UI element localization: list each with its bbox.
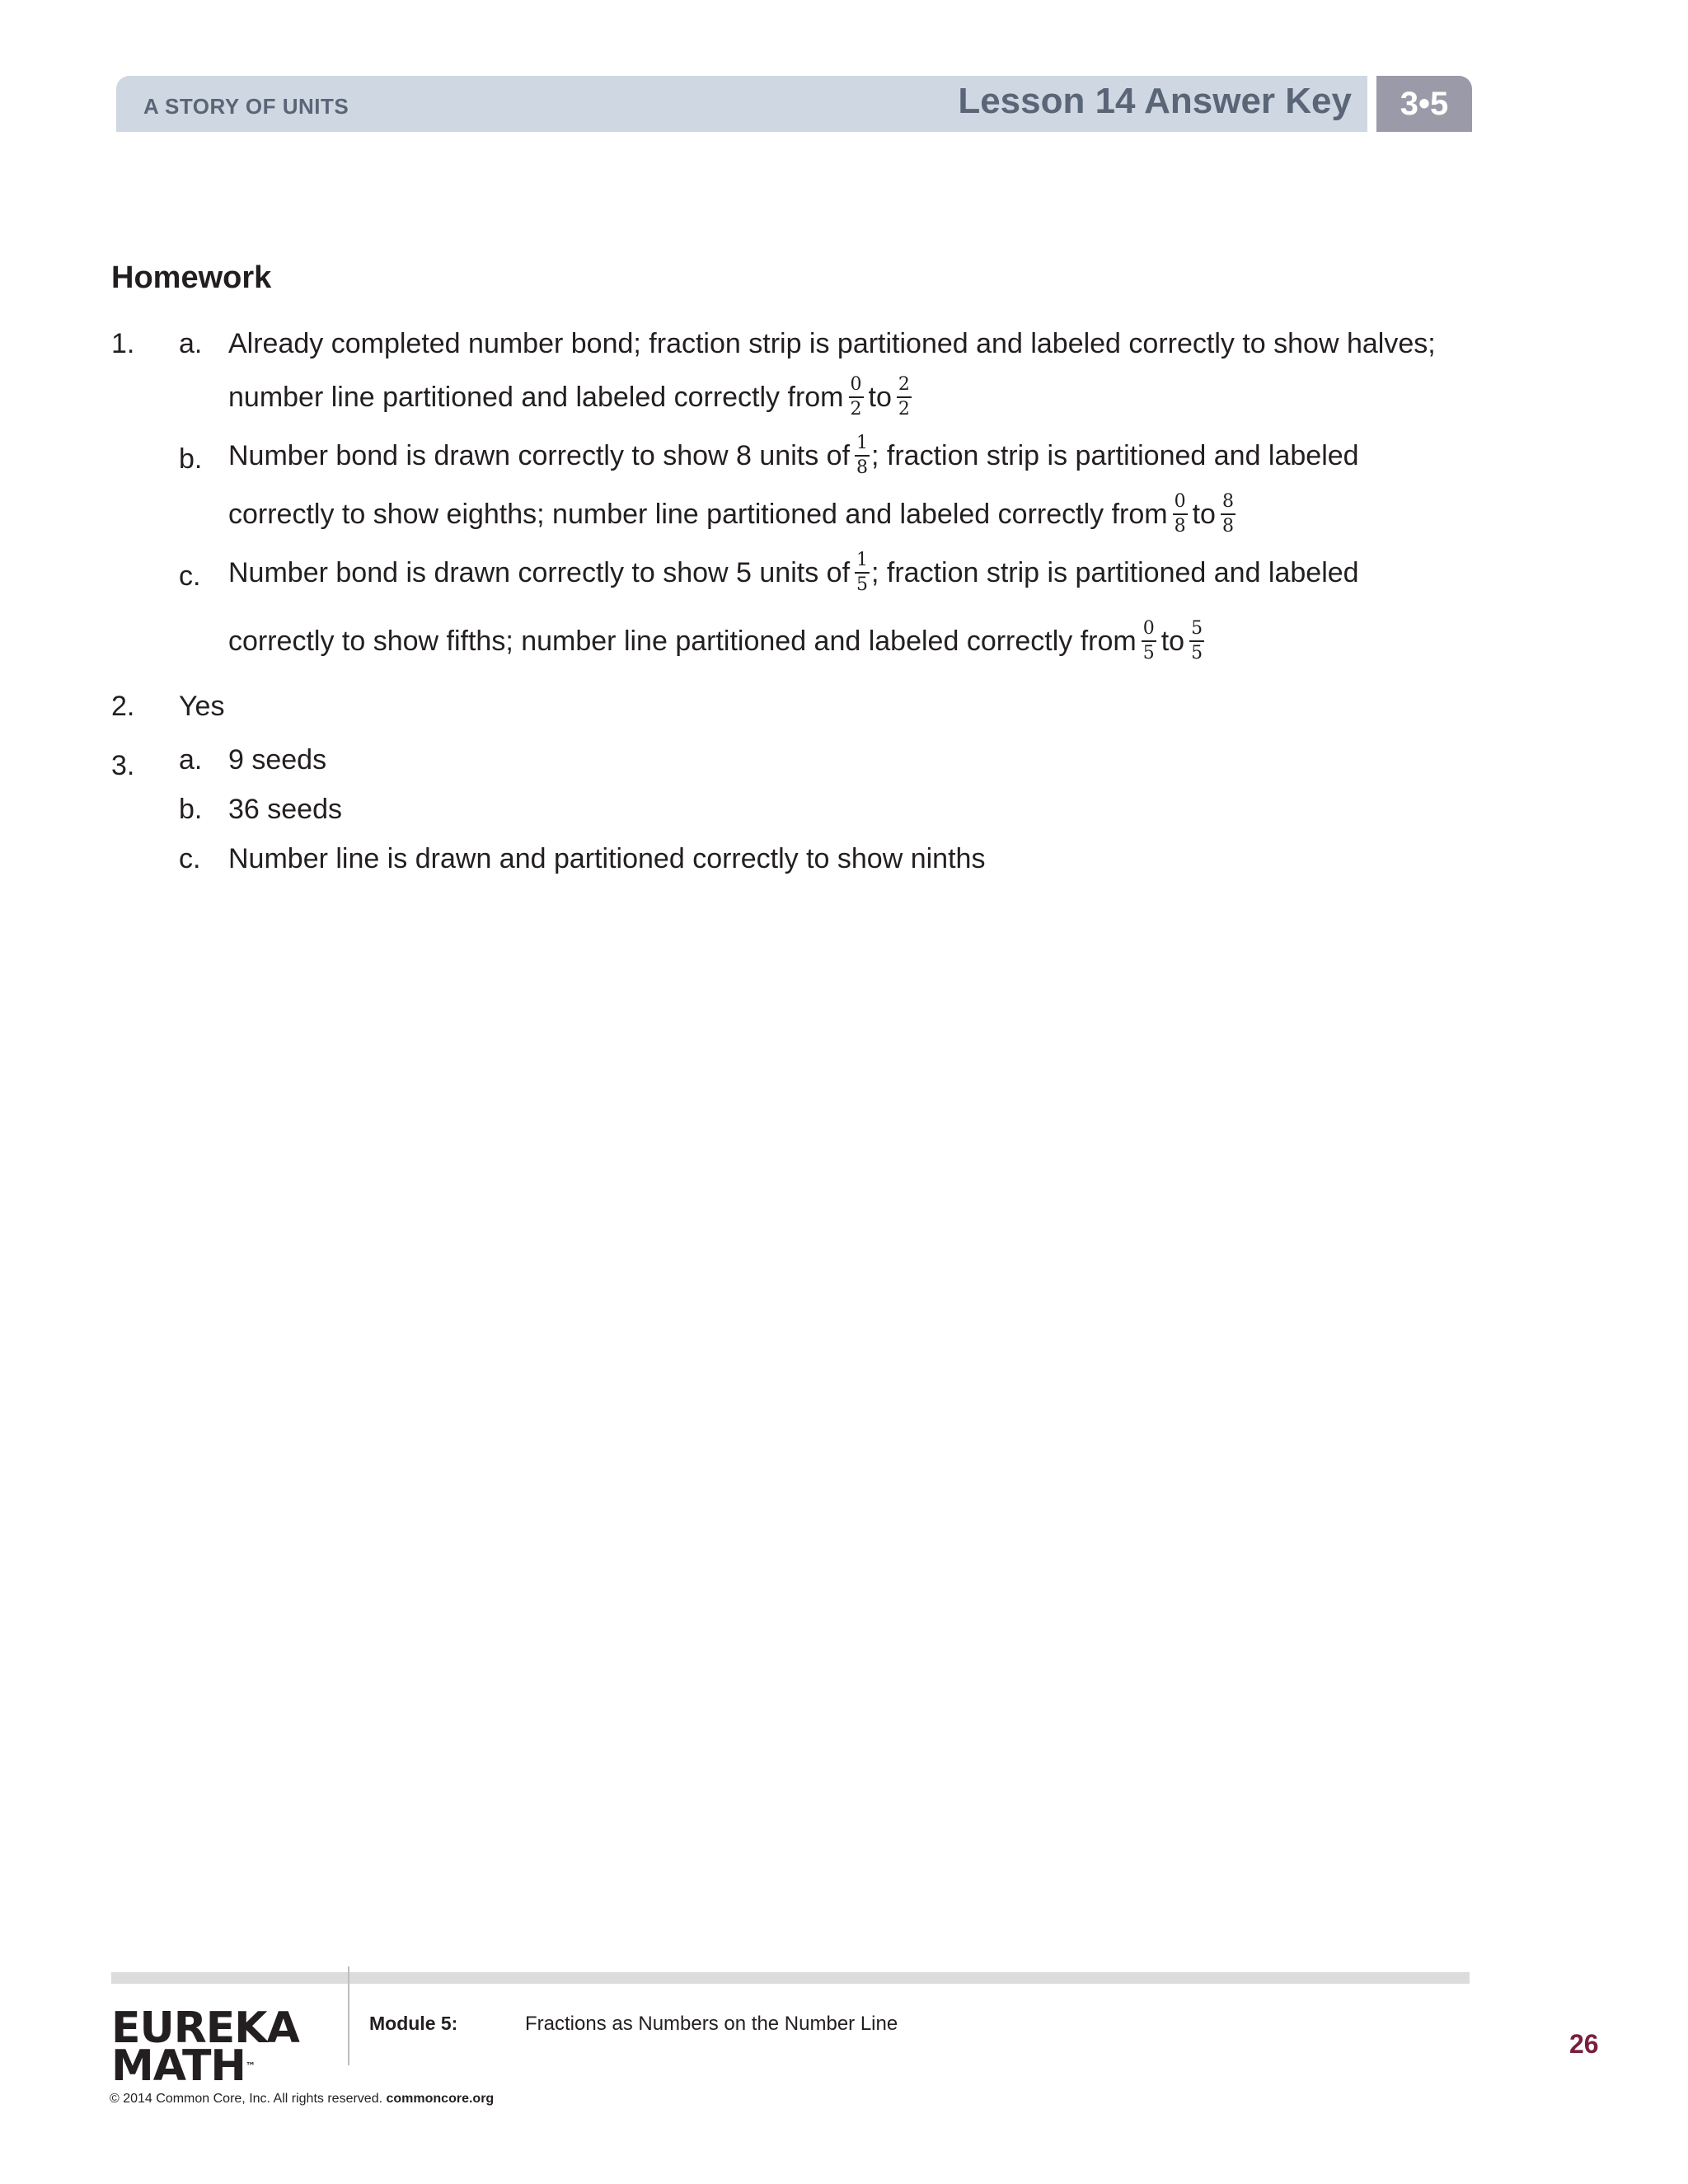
question-1b-line2-text: correctly to show eighths; number line partitioned and labeled correctly from — [228, 498, 1168, 530]
fraction-to: $\frac{8}{8}$ — [1221, 491, 1234, 537]
question-3b-answer: 36 seeds — [228, 794, 342, 825]
question-1a-line2 — [228, 376, 917, 419]
to-word: to — [1192, 498, 1216, 530]
fraction-from: $\frac{0}{2}$ — [850, 374, 862, 419]
question-1b-letter: b. — [179, 443, 203, 475]
module-title: Fractions as Numbers on the Number Line — [525, 2013, 898, 2035]
section-title: Homework — [111, 260, 272, 295]
question-3a-answer: 9 seeds — [228, 744, 327, 776]
question-1b-line1-pre: Number bond is drawn correctly to show 8 units of — [228, 439, 851, 471]
question-3b-letter: b. — [179, 794, 203, 825]
question-1b-line2 — [228, 493, 1240, 536]
to-word: to — [868, 381, 892, 413]
fraction-to: $\frac{2}{2}$ — [898, 374, 910, 419]
question-number-1: 1. — [111, 328, 135, 359]
question-3c-letter: c. — [179, 843, 201, 874]
question-1c-line1-post: ; fraction strip is partitioned and labeled — [871, 556, 1359, 588]
copyright: © 2014 Common Core, Inc. All rights reserved. commoncore.org — [110, 2092, 495, 2106]
question-1c-line2 — [228, 620, 1209, 663]
question-1a-letter: a. — [179, 328, 203, 359]
question-1b-line1-post: ; fraction strip is partitioned and labeled — [871, 439, 1359, 471]
fraction-unit: $\frac{1}{5}$ — [856, 550, 869, 595]
grade-module-badge: 3•5 — [1376, 76, 1472, 132]
question-1a-line1 — [228, 328, 1436, 360]
lesson-title: Lesson 14 Answer Key — [958, 81, 1352, 121]
question-3c-answer: Number line is drawn and partitioned correctly to show ninths — [228, 843, 986, 874]
page-number: 26 — [1569, 2029, 1599, 2059]
question-number-3: 3. — [111, 750, 135, 781]
question-3a-letter: a. — [179, 744, 203, 776]
fraction-to: $\frac{5}{5}$ — [1191, 618, 1203, 663]
question-number-2: 2. — [111, 691, 135, 722]
question-1c-letter: c. — [179, 560, 201, 592]
question-1b-line1 — [228, 434, 1359, 477]
fraction-from: $\frac{0}{5}$ — [1142, 618, 1155, 663]
copyright-site: commoncore.org — [386, 2092, 495, 2106]
eureka-math-logo: EUREKA MATH™ — [111, 2004, 299, 2091]
question-1a-line1-text: Already completed number bond; fraction strip is partitioned and labeled correctly to show halves; — [228, 328, 1436, 359]
question-2-answer: Yes — [179, 691, 225, 722]
fraction-from: $\frac{0}{8}$ — [1174, 491, 1186, 537]
to-word: to — [1160, 625, 1185, 657]
question-1c-line1 — [228, 551, 1359, 594]
footer-divider — [348, 1966, 349, 2065]
footer-rule — [111, 1972, 1470, 1984]
module-label: Module 5: — [369, 2013, 458, 2034]
question-1c-line2-text: correctly to show fifths; number line partitioned and labeled correctly from — [228, 625, 1137, 657]
fraction-unit: $\frac{1}{8}$ — [856, 433, 869, 478]
series-title: A STORY OF UNITS — [143, 94, 349, 119]
question-1a-line2-text: number line partitioned and labeled correctly from — [228, 381, 844, 413]
question-1c-line1-pre: Number bond is drawn correctly to show 5 units of — [228, 556, 851, 588]
